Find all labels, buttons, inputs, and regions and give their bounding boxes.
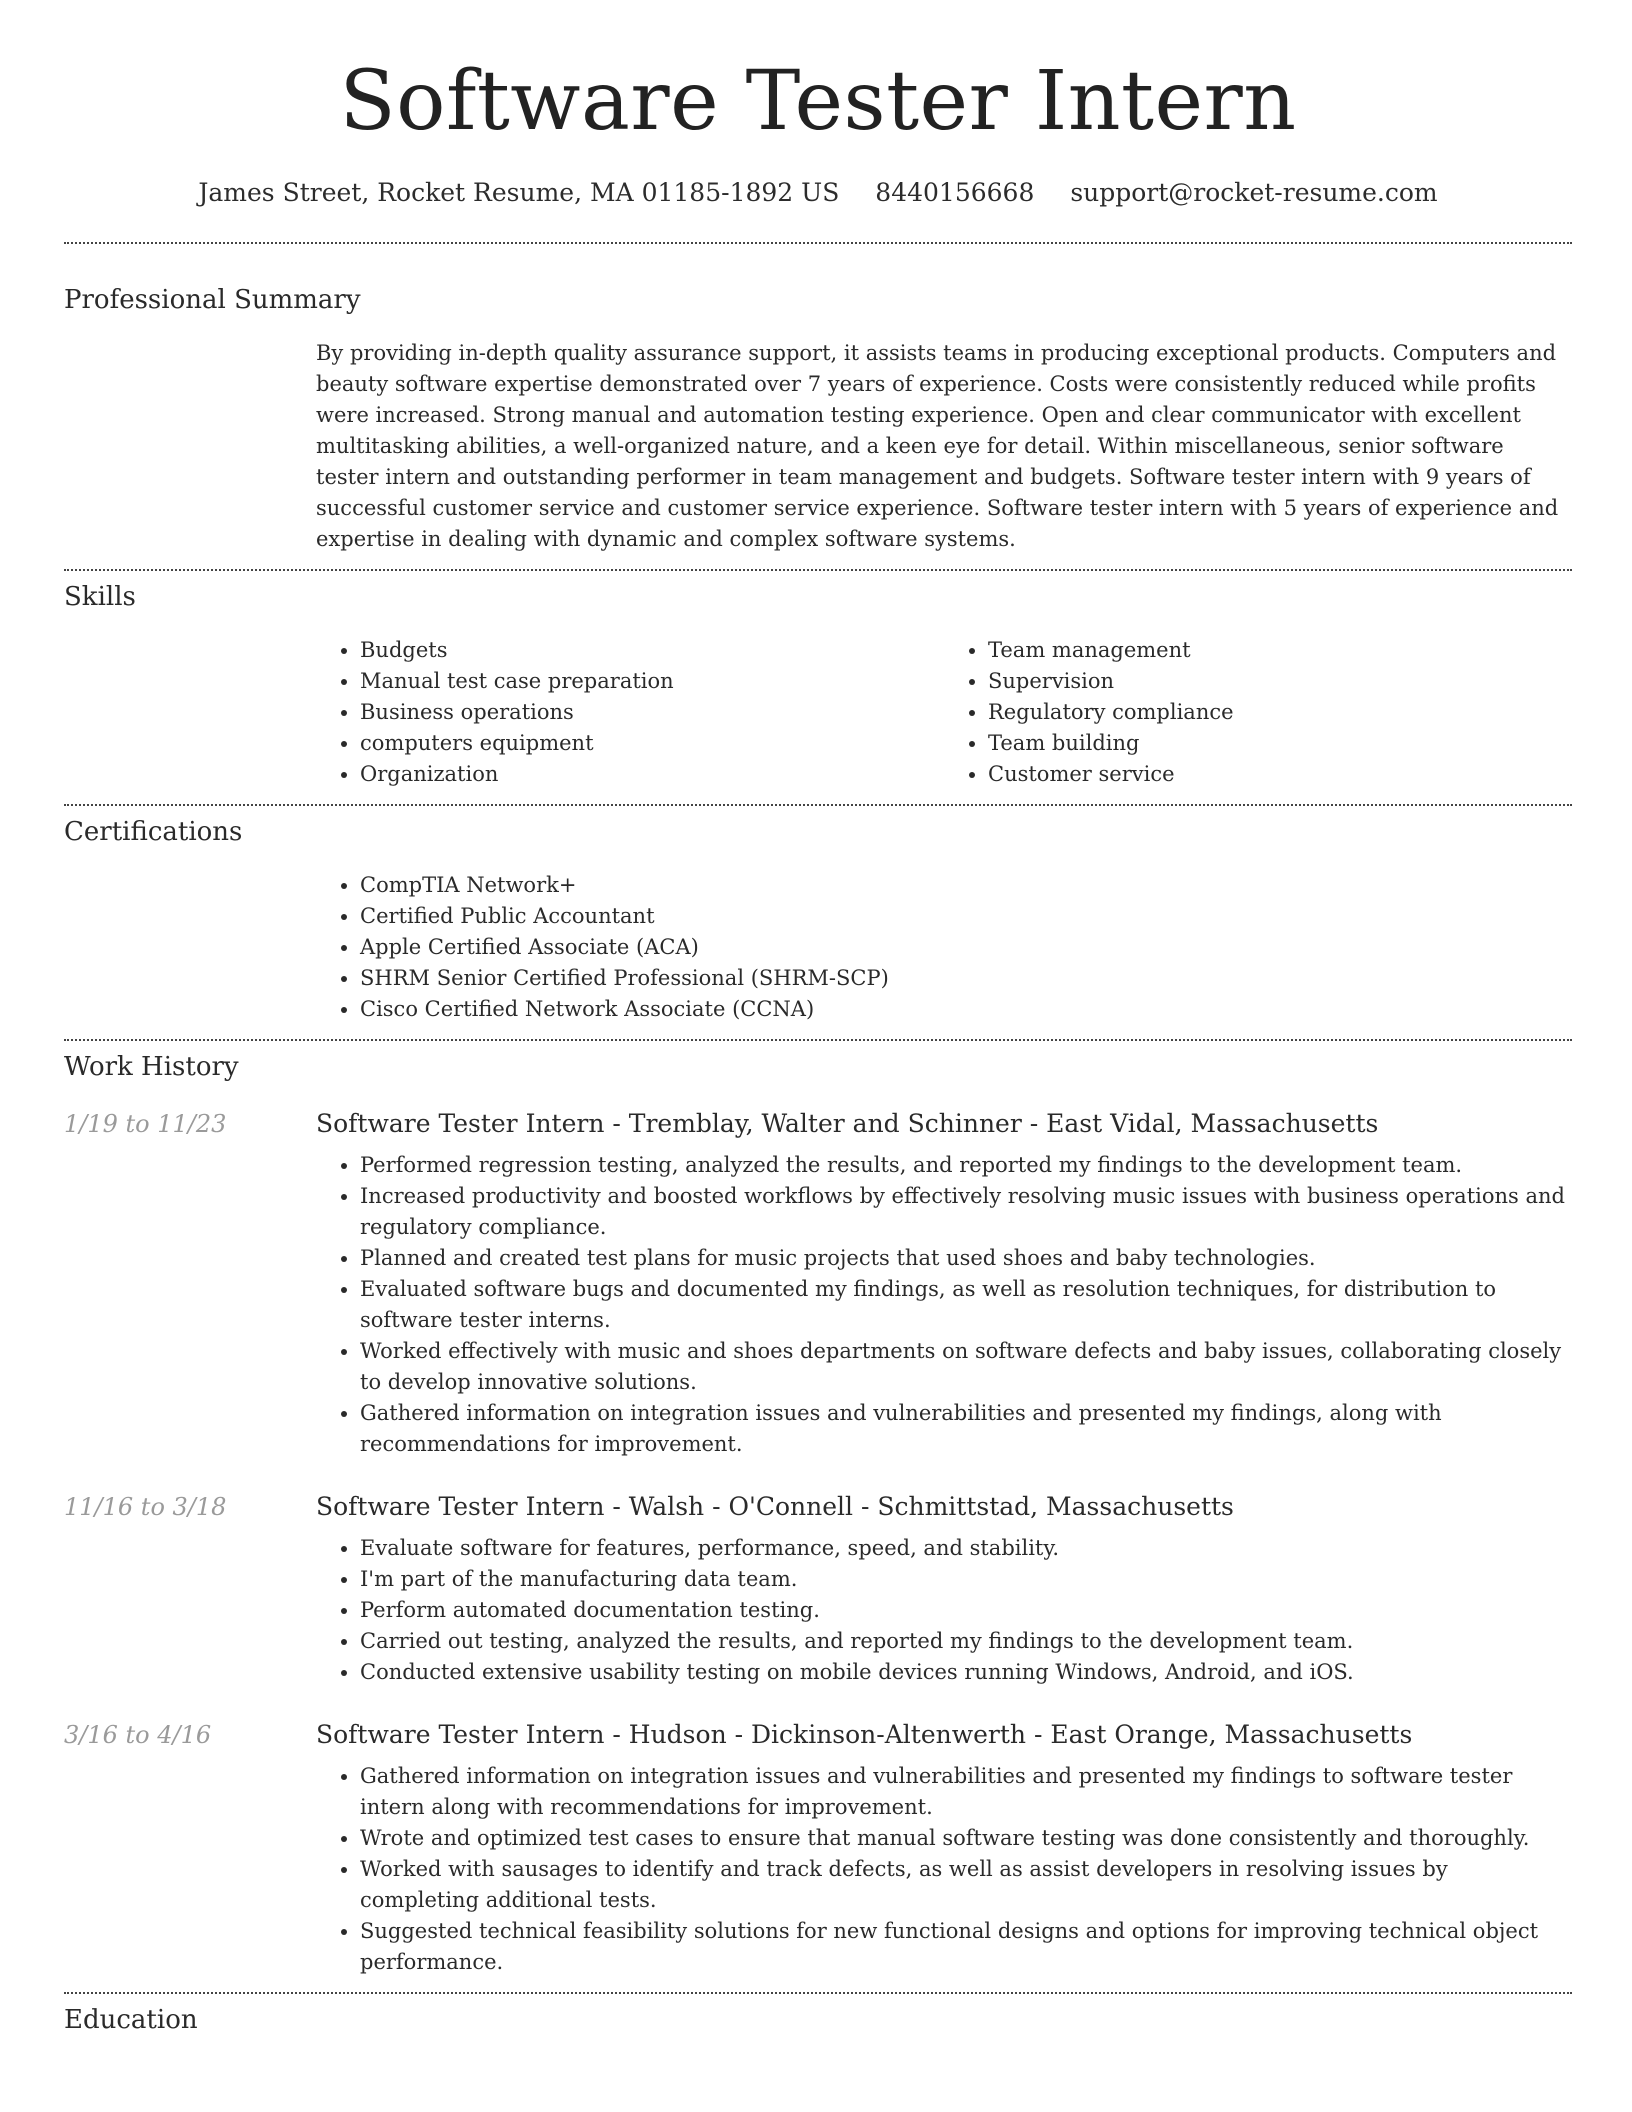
certifications-list [316, 870, 1572, 1025]
list-item: • Conducted extensive usability testing on mobile devices running Windows, Android, and iOS. [360, 1657, 1572, 1688]
job-bullet-list [316, 1761, 1572, 1978]
job-dates: 3/16 to 4/16 [64, 1721, 212, 1749]
divider [64, 804, 1572, 806]
list-item: • Gathered information on integration issues and vulnerabilities and presented my findings, along with recommendations for improvement. [360, 1398, 1572, 1460]
list-item: • Suggested technical feasibility solutions for new functional designs and options for improving technical object performance. [360, 1916, 1572, 1978]
job-entry [64, 1109, 1572, 1460]
contact-address: James Street, Rocket Resume, MA 01185-1892 US [198, 178, 840, 207]
contact-phone: 8440156668 [875, 178, 1035, 207]
list-item: • Wrote and optimized test cases to ensure that manual software testing was done consistently and thoroughly. [360, 1823, 1572, 1854]
job-header [64, 1109, 1572, 1138]
section-title-summary: Professional Summary [64, 285, 361, 315]
list-item: • Manual test case preparation [360, 666, 944, 697]
divider [64, 569, 1572, 571]
list-item: • CompTIA Network+ [360, 870, 1572, 901]
list-item: • Budgets [360, 635, 944, 666]
job-bullets [316, 1150, 1572, 1460]
list-item: • Certified Public Accountant [360, 901, 1572, 932]
job-dates: 1/19 to 11/23 [64, 1110, 227, 1138]
list-item: • Cisco Certified Network Associate (CCNA) [360, 994, 1572, 1025]
skills-list-right [944, 635, 1572, 790]
summary-content [316, 338, 1572, 555]
list-item: • Worked effectively with music and shoes departments on software defects and baby issues, collaborating closely to develop innovative solutions. [360, 1336, 1572, 1398]
list-item: • Gathered information on integration issues and vulnerabilities and presented my findings to software tester intern along with recommendations for improvement. [360, 1761, 1572, 1823]
job-bullet-list [316, 1150, 1572, 1460]
skills-content [316, 635, 1572, 790]
list-item: • Evaluate software for features, performance, speed, and stability. [360, 1533, 1572, 1564]
list-item: • Team management [988, 635, 1572, 666]
job-bullets [316, 1761, 1572, 1978]
divider [64, 242, 1572, 244]
list-item: • I'm part of the manufacturing data team. [360, 1564, 1572, 1595]
list-item: • Supervision [988, 666, 1572, 697]
job-title: Software Tester Intern - Walsh - O'Connell - Schmittstad, Massachusetts [316, 1492, 1234, 1521]
job-dates: 11/16 to 3/18 [64, 1493, 227, 1521]
list-item: • Increased productivity and boosted workflows by effectively resolving music issues with business operations and regulatory compliance. [360, 1181, 1572, 1243]
job-bullet-list [316, 1533, 1572, 1688]
list-item: • Regulatory compliance [988, 697, 1572, 728]
list-item: • SHRM Senior Certified Professional (SHRM-SCP) [360, 963, 1572, 994]
list-item: • Planned and created test plans for music projects that used shoes and baby technologies. [360, 1243, 1572, 1274]
section-title-certifications: Certifications [64, 817, 243, 847]
list-item: • Customer service [988, 759, 1572, 790]
list-item: • Team building [988, 728, 1572, 759]
job-entry [64, 1720, 1572, 1978]
job-bullets [316, 1533, 1572, 1688]
section-title-skills: Skills [64, 582, 136, 612]
divider [64, 1039, 1572, 1041]
list-item: • Carried out testing, analyzed the results, and reported my findings to the development team. [360, 1626, 1572, 1657]
resume-page [64, 0, 1572, 2036]
list-item: • Organization [360, 759, 944, 790]
list-item: • Worked with sausages to identify and track defects, as well as assist developers in resolving issues by completing additional tests. [360, 1854, 1572, 1916]
job-title: Software Tester Intern - Hudson - Dickinson-Altenwerth - East Orange, Massachusetts [316, 1720, 1413, 1749]
list-item: • Apple Certified Associate (ACA) [360, 932, 1572, 963]
job-entry [64, 1492, 1572, 1688]
skills-list-left [316, 635, 944, 790]
section-title-work-history: Work History [64, 1052, 239, 1082]
list-item: • Performed regression testing, analyzed the results, and reported my findings to the development team. [360, 1150, 1572, 1181]
summary-text: By providing in-depth quality assurance support, it assists teams in producing exceptional products. Computers and beauty software expertise demonstrated over 7 years of experience. Costs were consistently reduced while profits were increased. Strong manual and automation testing experience. Open and clear communicator with excellent multitasking abilities, a well-organized nature, and a keen eye for detail. Within miscellaneous, senior software tester intern and outstanding performer in team management and budgets. Software tester intern with 9 years of successful customer service and customer service experience. Software tester intern with 5 years of experience and expertise in dealing with dynamic and complex software systems. [316, 341, 1559, 551]
job-header [64, 1720, 1572, 1749]
resume-name: Software Tester Intern [339, 54, 1297, 149]
certifications-content [316, 870, 1572, 1025]
divider [64, 1992, 1572, 1994]
list-item: • computers equipment [360, 728, 944, 759]
job-header [64, 1492, 1572, 1521]
job-title: Software Tester Intern - Tremblay, Walter and Schinner - East Vidal, Massachusetts [316, 1109, 1379, 1138]
section-title-education: Education [64, 2005, 198, 2035]
contact-email: support@rocket-resume.com [1070, 178, 1438, 207]
contact-line [64, 176, 1572, 210]
list-item: • Business operations [360, 697, 944, 728]
list-item: • Evaluated software bugs and documented my findings, as well as resolution techniques, for distribution to software tester interns. [360, 1274, 1572, 1336]
list-item: • Perform automated documentation testing. [360, 1595, 1572, 1626]
